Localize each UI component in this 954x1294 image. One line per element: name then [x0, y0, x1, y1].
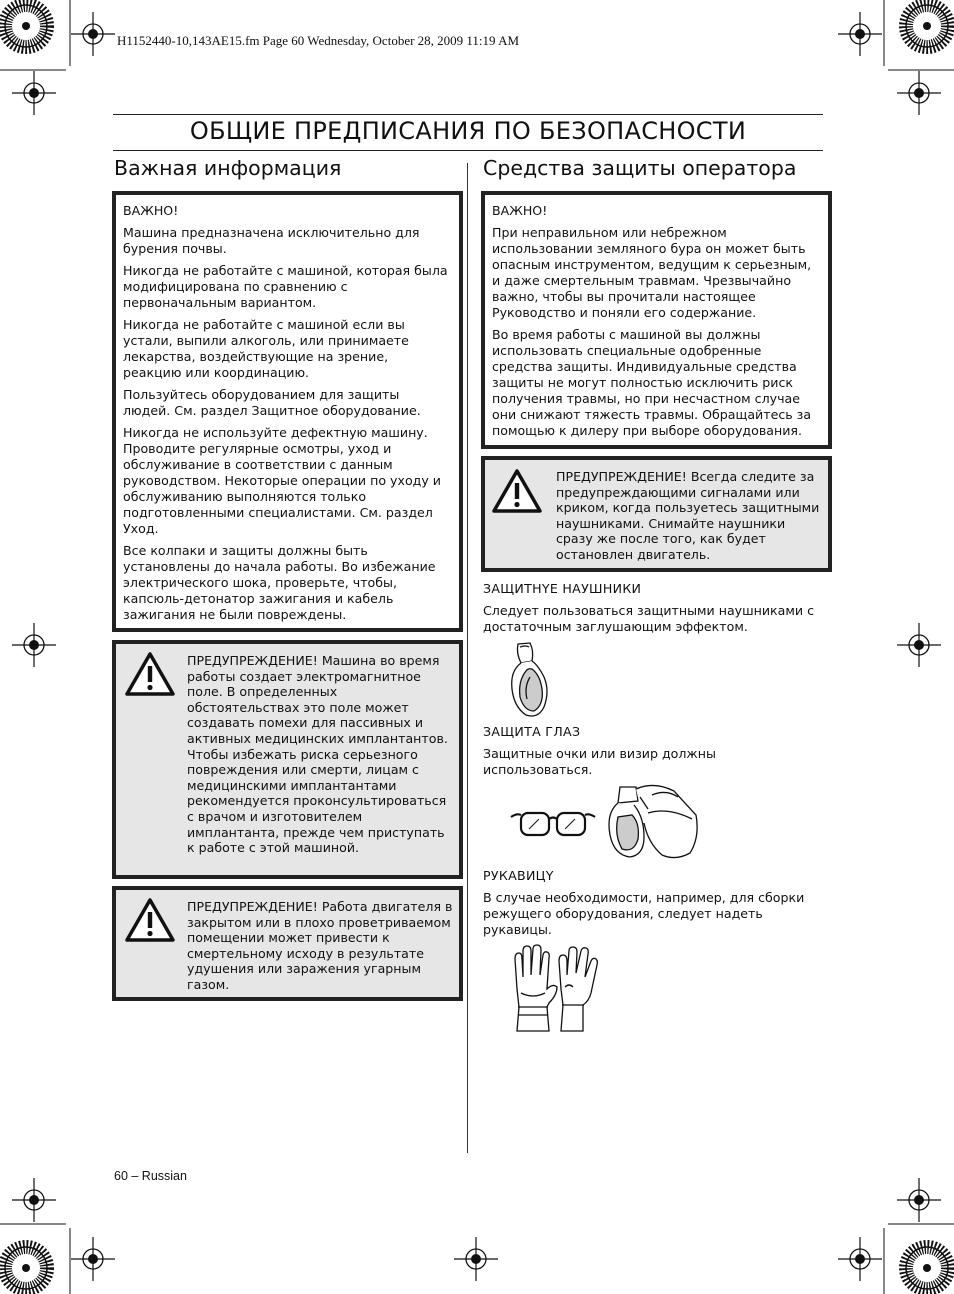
page-number: 60 – Russian — [114, 1169, 187, 1183]
right-heading: Средства защиты оператора — [483, 156, 797, 180]
ear-muffs-icon — [506, 641, 556, 721]
warning-triangle-icon — [491, 468, 543, 514]
gloves-icon — [509, 943, 604, 1035]
important-paragraph: Никогда не работайте с машиной, которая была модифицирована по сравнению с первоначальным вариантом. — [123, 263, 448, 310]
important-paragraph: При неправильном или небрежном использовании земляного бура он может быть опасным инструментом, ведущим к серьезным, и даже смертельным травмам. Чрезвычайно важно, чтобы вы прочитали настоящее Руководство и поняли его содержание. — [492, 225, 812, 320]
important-label: ВАЖНО! — [123, 203, 179, 218]
section-text-gloves: В случае необходимости, например, для сборки режущего оборудования, следует надеть рукавицы. — [483, 890, 805, 937]
section-heading-eyes: ЗАЩИТА ГЛАЗ — [483, 724, 581, 739]
page-title: ОБЩИЕ ПРЕДПИСАНИЯ ПО БЕЗОПАСНОСТИ — [189, 117, 747, 145]
warning-text: ПРЕДУПРЕЖДЕНИЕ! Всегда следите за предупреждающими сигналами или криком, когда пользуетесь защитными наушниками. Снимайте наушники сразу же после того, как будет остановлен двигатель. — [556, 469, 820, 562]
important-box-left — [112, 191, 463, 632]
file-slug: H1152440-10,143AE15.fm Page 60 Wednesday, October 28, 2009 11:19 AM — [117, 33, 520, 48]
column-divider — [467, 163, 468, 1153]
important-paragraph: Во время работы с машиной вы должны использовать специальные одобренные средства защиты. Индивидуальные средства защиты не могут полностью исключить риск получения травмы, но при несчастном случае они снижают тяжесть травмы. Обращайтесь за помощью к дилеру при выборе оборудования. — [492, 327, 812, 438]
warning-box-emf — [112, 640, 463, 879]
important-paragraph: Все колпаки и защиты должны быть установлены до начала работы. Во избежание электрического шока, проверьте, чтобы, капсюль-детонатор зажигания и кабель зажигания не были повреждены. — [123, 543, 436, 622]
title-rule-top — [113, 114, 823, 115]
warning-text: ПРЕДУПРЕЖДЕНИЕ! Машина во время работы создает электромагнитное поле. В определенных обстоятельствах это поле может создавать помехи для пассивных и активных медицинских имплантантов. Чтобы избежать риска серьезного повреждения или смерти, лицам с медицинскими имплантантами рекомендуется проконсультироваться с врачом и изготовителем имплантанта, прежде чем приступать к работе с этой машиной. — [187, 653, 448, 856]
face-visor-icon — [604, 783, 704, 863]
warning-text: ПРЕДУПРЕЖДЕНИЕ! Работа двигателя в закрытом или в плохо проветриваемом помещении может привести к смертельному исходу в результате удушения или заражения угарным газом. — [187, 899, 453, 992]
important-paragraph: Никогда не используйте дефектную машину. Проводите регулярные осмотры, уход и обслуживание в соответствии с данным руководством. Некоторые операции по уходу и обслуживанию выполняются только подготовленными специалистами. См. раздел Уход. — [123, 425, 441, 536]
title-rule-bottom — [113, 150, 823, 151]
safety-glasses-icon — [509, 809, 597, 839]
important-paragraph: Машина предназначена исключительно для бурения почвы. — [123, 225, 420, 256]
important-label: ВАЖНО! — [492, 203, 548, 218]
section-heading-ear: ЗАЩИТНYЕ НАУШНИКИ — [483, 581, 642, 596]
section-text-eyes: Защитные очки или визир должны использоваться. — [483, 746, 716, 777]
section-text-ear: Следует пользоваться защитными наушниками с достаточным заглушающим эффектом. — [483, 603, 814, 634]
warning-box-exhaust — [112, 886, 463, 1001]
warning-triangle-icon — [124, 897, 176, 943]
important-paragraph: Пользуйтесь оборудованием для защиты людей. См. раздел Защитное оборудование. — [123, 387, 421, 418]
section-heading-gloves: РУКАВИЦY — [483, 868, 554, 883]
important-box-right — [481, 191, 832, 449]
important-paragraph: Никогда не работайте с машиной если вы устали, выпили алкоголь, или принимаете лекарства, воздействующие на зрение, реакцию или координацию. — [123, 317, 409, 380]
warning-triangle-icon — [124, 651, 176, 697]
left-heading: Важная информация — [114, 156, 342, 180]
warning-box-ear — [481, 456, 832, 572]
